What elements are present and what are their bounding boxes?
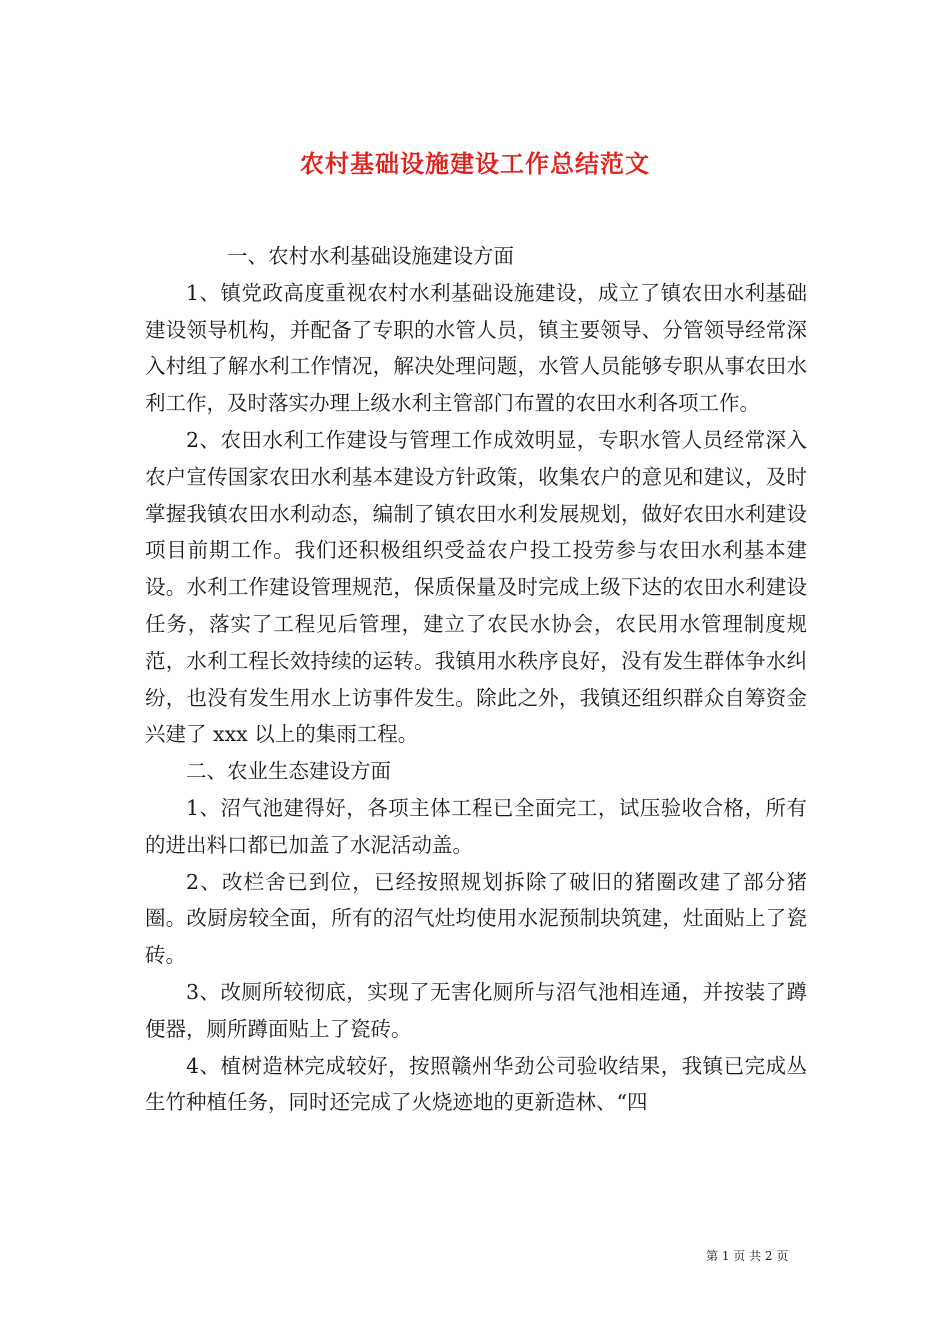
document-title: 农村基础设施建设工作总结范文 (300, 149, 650, 179)
body-paragraph: 4、植树造林完成较好，按照赣州华劲公司验收结果，我镇已完成丛生竹种植任务，同时还完成了火烧迹地的更新造林、“四 (145, 1053, 807, 1115)
body-paragraph: 1、沼气池建得好，各项主体工程已全面完工，试压验收合格，所有的进出料口都已加盖了水泥活动盖。 (145, 795, 807, 857)
section-heading: 二、农业生态建设方面 (186, 759, 391, 784)
page-number: 第 1 页 共 2 页 (706, 1249, 789, 1263)
section-heading: 一、农村水利基础设施建设方面 (227, 244, 514, 268)
body-paragraph: 3、改厕所较彻底，实现了无害化厕所与沼气池相连通，并按装了蹲便器，厕所蹲面贴上了瓷砖。 (145, 979, 807, 1041)
body-paragraph: 1、镇党政高度重视农村水利基础设施建设，成立了镇农田水利基础建设领导机构，并配备了专职的水管人员，镇主要领导、分管领导经常深入村组了解水利工作情况，解决处理问题，水管人员能够专职从事农田水利工作，及时落实办理上级水利主管部门布置的农田水利各项工作。 (145, 280, 807, 416)
body-paragraph: 2、农田水利工作建设与管理工作成效明显，专职水管人员经常深入农户宣传国家农田水利基本建设方针政策，收集农户的意见和建议，及时掌握我镇农田水利动态，编制了镇农田水利发展规划，做好农田水利建设项目前期工作。我们还积极组织受益农户投工投劳参与农田水利基本建设。水利工作建设管理规范，保质保量及时完成上级下达的农田水利建设任务，落实了工程见后管理，建立了农民水协会，农民用水管理制度规范，水利工程长效持续的运转。我镇用水秩序良好，没有发生群体争水纠纷，也没有发生用水上访事件发生。除此之外，我镇还组织群众自筹资金兴建了 xxx 以上的集雨工程。 (145, 427, 807, 747)
body-paragraph: 2、改栏舍已到位，已经按照规划拆除了破旧的猪圈改建了部分猪圈。改厨房较全面，所有的沼气灶均使用水泥预制块筑建，灶面贴上了瓷砖。 (145, 869, 807, 968)
document-body (145, 238, 807, 1121)
